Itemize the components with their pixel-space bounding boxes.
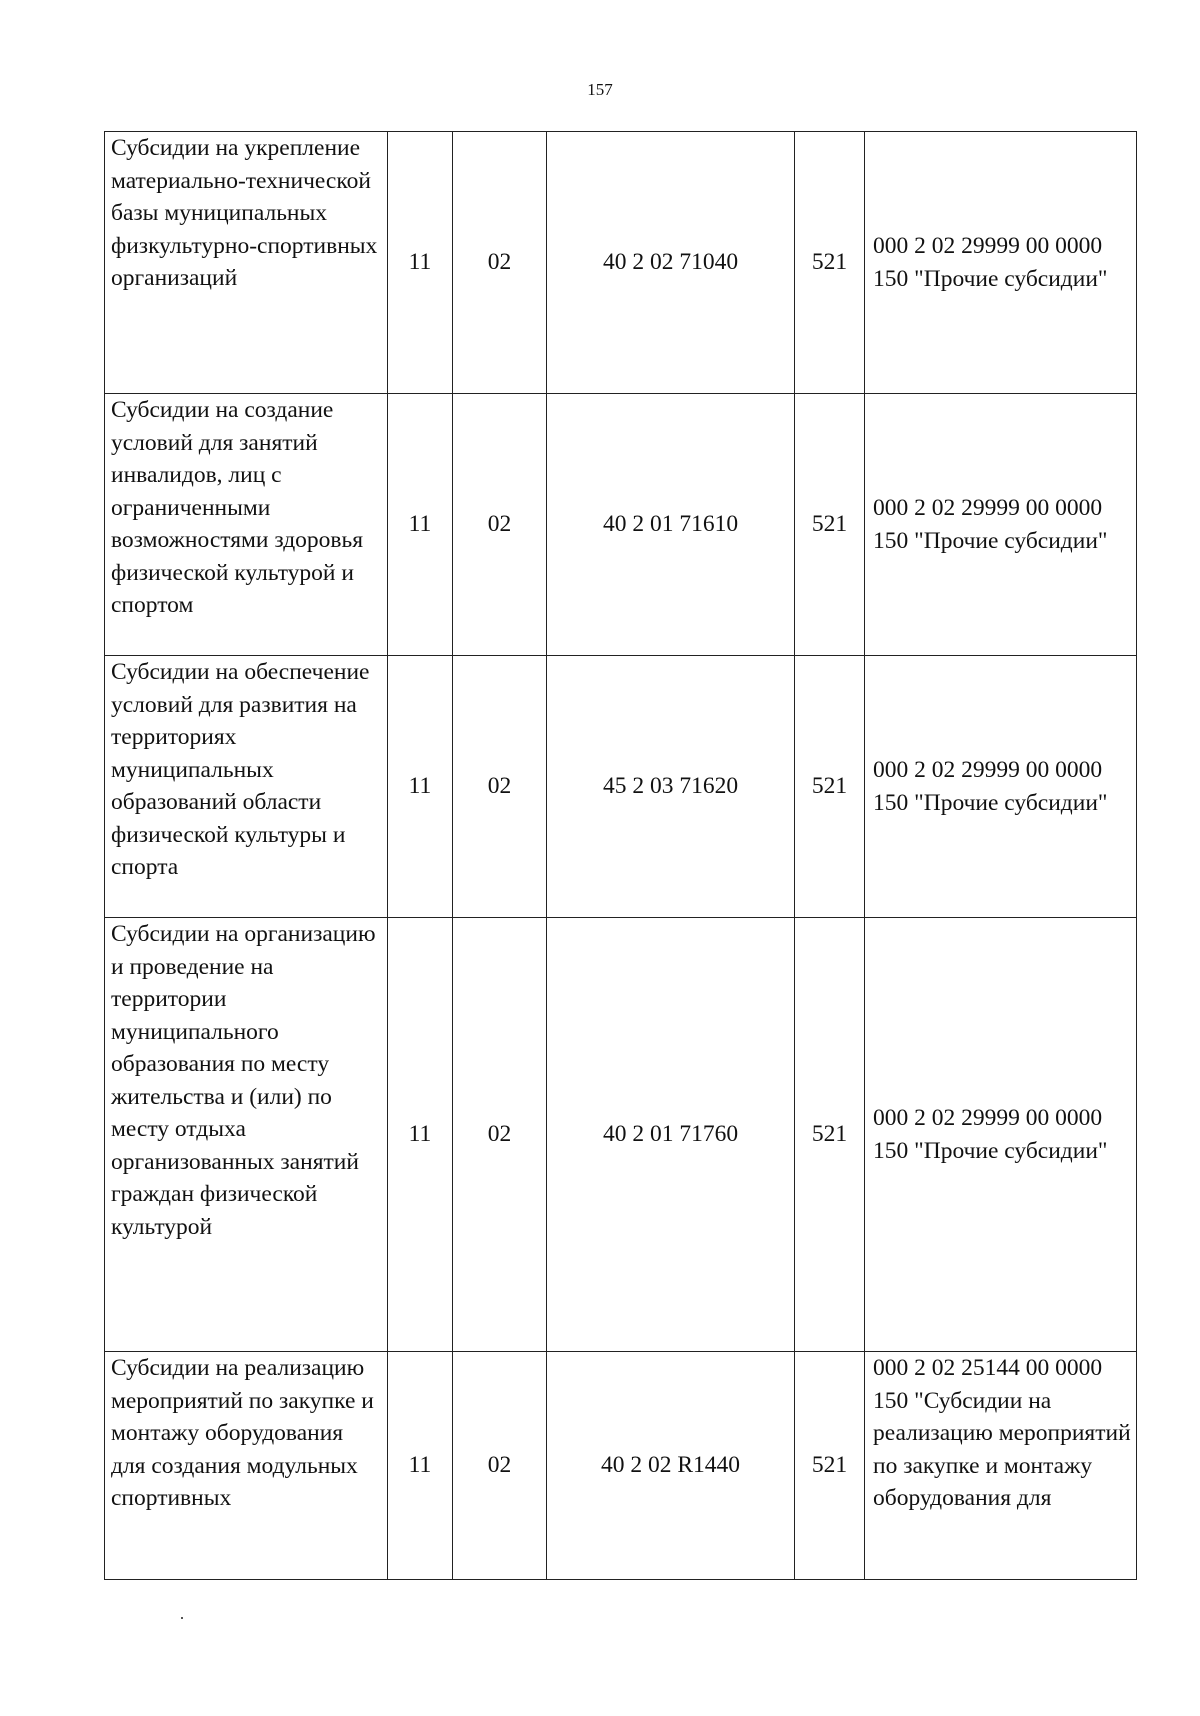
cell-name: Субсидии на укрепление материально-технической базы муниципальных физкультурно-спортивных организаций [105, 132, 388, 394]
cell-subsection: 02 [453, 394, 547, 656]
cell-name: Субсидии на обеспечение условий для развития на территориях муниципальных образований области физической культуры и спорта [105, 656, 388, 918]
budget-allocation-table [104, 131, 1137, 1580]
table-row [105, 918, 1137, 1352]
cell-section: 11 [388, 394, 453, 656]
cell-section: 11 [388, 1352, 453, 1580]
cell-name: Субсидии на создание условий для занятий инвалидов, лиц с ограниченными возможностями здоровья физической культурой и спортом [105, 394, 388, 656]
table-row [105, 132, 1137, 394]
scan-speck [181, 1617, 183, 1619]
cell-section: 11 [388, 132, 453, 394]
cell-target-article: 40 2 02 71040 [547, 132, 795, 394]
cell-revenue-code: 000 2 02 25144 00 0000 150 "Субсидии на реализацию мероприятий по закупке и монтажу оборудования для [865, 1352, 1137, 1580]
table-row [105, 394, 1137, 656]
cell-subsection: 02 [453, 1352, 547, 1580]
cell-target-article: 45 2 03 71620 [547, 656, 795, 918]
cell-revenue-code: 000 2 02 29999 00 0000 150 "Прочие субсидии" [865, 132, 1137, 394]
cell-revenue-code: 000 2 02 29999 00 0000 150 "Прочие субсидии" [865, 918, 1137, 1352]
cell-name: Субсидии на реализацию мероприятий по закупке и монтажу оборудования для создания модульных спортивных [105, 1352, 388, 1580]
cell-expense-type: 521 [795, 132, 865, 394]
page-number: 157 [587, 80, 613, 99]
cell-expense-type: 521 [795, 394, 865, 656]
table-row [105, 656, 1137, 918]
cell-subsection: 02 [453, 656, 547, 918]
cell-target-article: 40 2 01 71760 [547, 918, 795, 1352]
cell-expense-type: 521 [795, 656, 865, 918]
cell-section: 11 [388, 918, 453, 1352]
table-row [105, 1352, 1137, 1580]
cell-subsection: 02 [453, 918, 547, 1352]
cell-revenue-code: 000 2 02 29999 00 0000 150 "Прочие субсидии" [865, 394, 1137, 656]
cell-expense-type: 521 [795, 918, 865, 1352]
cell-subsection: 02 [453, 132, 547, 394]
cell-target-article: 40 2 02 R1440 [547, 1352, 795, 1580]
cell-target-article: 40 2 01 71610 [547, 394, 795, 656]
cell-expense-type: 521 [795, 1352, 865, 1580]
cell-name: Субсидии на организацию и проведение на территории муниципального образования по месту жительства и (или) по месту отдыха организованных занятий граждан физической культурой [105, 918, 388, 1352]
cell-revenue-code: 000 2 02 29999 00 0000 150 "Прочие субсидии" [865, 656, 1137, 918]
cell-section: 11 [388, 656, 453, 918]
